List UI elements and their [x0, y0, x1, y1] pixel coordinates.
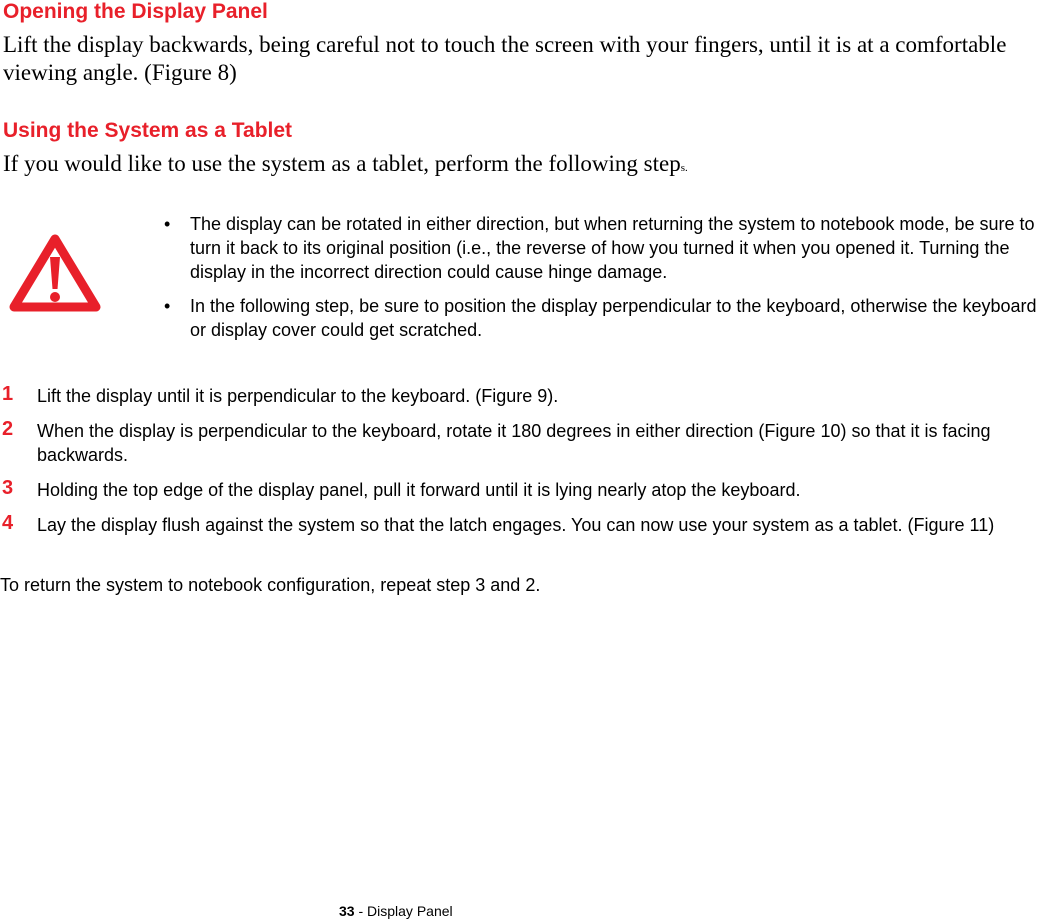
caution-bullet-list — [162, 212, 1037, 352]
steps-list — [0, 384, 1040, 548]
caution-bullet-text: The display can be rotated in either direction, but when returning the system to notebook mode, be sure to turn it back to its original position (i.e., the reverse of how you turned it when you opened it. Turning the display in the incorrect direction could cause hinge damage. — [190, 214, 1035, 282]
tablet-intro — [3, 150, 1033, 182]
step-item — [0, 384, 1037, 408]
step-text: When the display is perpendicular to the keyboard, rotate it 180 degrees in either direction (Figure 10) so that it is facing backwards. — [37, 421, 991, 465]
step-text: Lay the display flush against the system so that the latch engages. You can now use your system as a tablet. (Figure 11) — [37, 515, 995, 535]
page-footer — [339, 902, 453, 920]
step-number: 1 — [2, 383, 14, 405]
caution-bullet — [162, 294, 1037, 342]
warning-triangle-icon — [9, 233, 101, 313]
page-number: 33 — [339, 903, 355, 919]
step-number: 3 — [2, 477, 14, 499]
step-item — [0, 419, 1037, 467]
step-item — [0, 513, 1037, 537]
footer-section-name: Display Panel — [367, 903, 453, 919]
heading-using-system-as-tablet: Using the System as a Tablet — [3, 119, 293, 142]
caution-bullet — [162, 212, 1037, 284]
opening-instructions: Lift the display backwards, being careful not to touch the screen with your fingers, until it is at a comfortable viewing angle. (Figure 8) — [3, 32, 1007, 85]
step-item — [0, 478, 1037, 502]
closing-instruction: To return the system to notebook configuration, repeat step 3 and 2. — [0, 575, 541, 595]
heading-opening-display-panel: Opening the Display Panel — [3, 0, 268, 23]
bullet-marker: • — [164, 296, 171, 316]
bullet-marker: • — [164, 214, 171, 234]
footer-separator: - — [354, 903, 368, 919]
tablet-intro-tail: s. — [680, 162, 688, 174]
step-text: Holding the top edge of the display panel, pull it forward until it is lying nearly atop the keyboard. — [37, 480, 801, 500]
caution-bullet-text: In the following step, be sure to position the display perpendicular to the keyboard, otherwise the keyboard or display cover could get scratched. — [190, 296, 1037, 340]
step-text: Lift the display until it is perpendicular to the keyboard. (Figure 9). — [37, 386, 559, 406]
tablet-intro-main: If you would like to use the system as a tablet, perform the following step — [3, 151, 681, 176]
step-number: 4 — [2, 512, 14, 534]
step-number: 2 — [2, 418, 14, 440]
